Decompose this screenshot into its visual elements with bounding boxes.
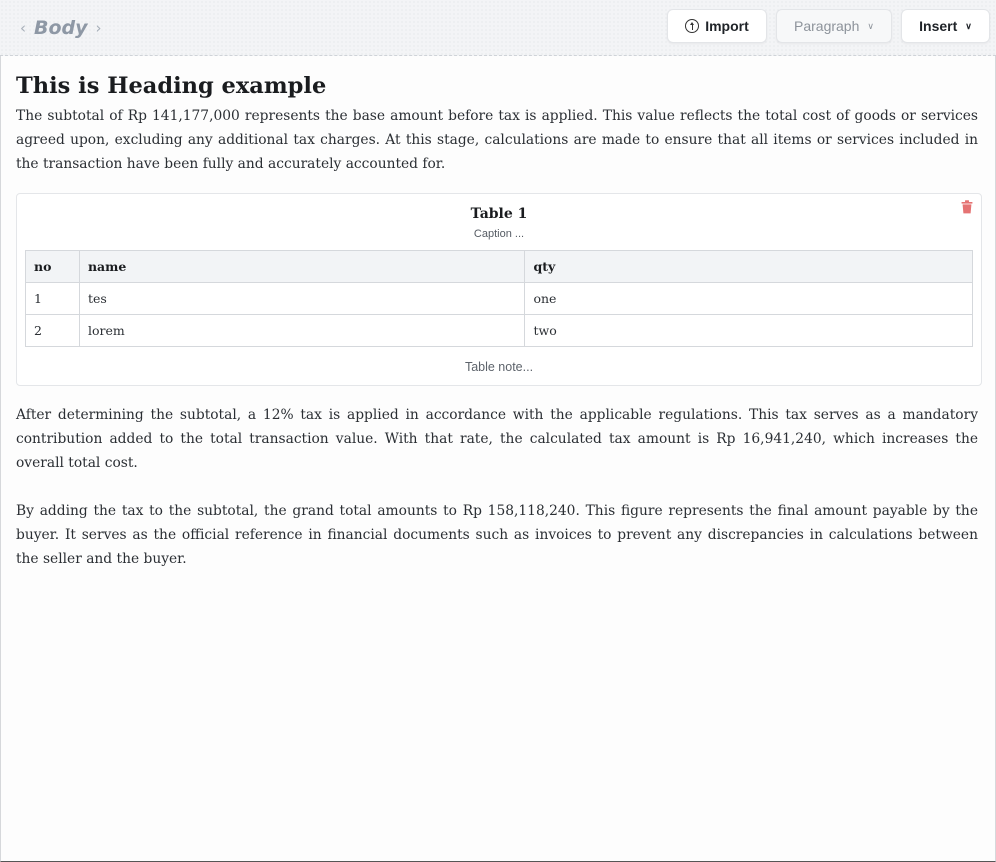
insert-label: Insert <box>919 18 958 34</box>
table-row <box>26 283 973 315</box>
table-header-cell[interactable]: qty <box>525 251 973 283</box>
chevron-down-icon: ∨ <box>867 20 874 31</box>
upload-icon <box>685 19 699 33</box>
paragraph-label: Paragraph <box>794 18 860 34</box>
chevron-right-icon[interactable]: › <box>95 19 102 37</box>
heading[interactable]: This is Heading example <box>16 73 327 99</box>
table-title[interactable]: Table 1 <box>470 206 528 222</box>
table-header-cell[interactable]: no <box>26 251 80 283</box>
paragraph-style-dropdown[interactable] <box>776 9 892 43</box>
table-block[interactable] <box>16 193 982 386</box>
insert-dropdown[interactable] <box>901 9 990 43</box>
table-cell[interactable]: 1 <box>26 283 80 315</box>
document-body[interactable] <box>16 70 978 176</box>
table-cell[interactable]: 2 <box>26 315 80 347</box>
editor-toolbar <box>0 0 996 56</box>
table-header-cell[interactable]: name <box>79 251 525 283</box>
chevron-down-icon: ∨ <box>965 20 972 31</box>
table-cell[interactable]: two <box>525 315 973 347</box>
breadcrumb-title: Body <box>34 17 88 39</box>
paragraph-subtotal[interactable]: The subtotal of Rp 141,177,000 represents the base amount before tax is applied. This value reflects the total cost of goods or services agreed upon, excluding any additional tax charges. At this stage, calculations are made to ensure that all items or services included in the transaction have been fully and accurately accounted for. <box>16 108 978 172</box>
data-table <box>25 250 973 347</box>
table-caption[interactable]: Caption ... <box>473 228 525 240</box>
breadcrumb <box>20 14 102 42</box>
table-cell[interactable]: one <box>525 283 973 315</box>
table-row <box>26 315 973 347</box>
table-cell[interactable]: lorem <box>79 315 525 347</box>
table-header-row <box>26 251 973 283</box>
table-note[interactable]: Table note... <box>464 360 534 374</box>
document-body-continued[interactable] <box>16 403 978 571</box>
import-label: Import <box>705 18 749 34</box>
paragraph-grand-total[interactable]: By adding the tax to the subtotal, the grand total amounts to Rp 158,118,240. This figure represents the final amount payable by the buyer. It serves as the official reference in financial documents such as invoices to prevent any discrepancies in calculations between the seller and the buyer. <box>16 503 978 567</box>
table-cell[interactable]: tes <box>79 283 525 315</box>
import-button[interactable] <box>667 9 767 43</box>
chevron-left-icon[interactable]: ‹ <box>20 19 26 37</box>
paragraph-tax[interactable]: After determining the subtotal, a 12% tax is applied in accordance with the applicable regulations. This tax serves as a mandatory contribution added to the total transaction value. With that rate, the calculated tax amount is Rp 16,941,240, which increases the overall total cost. <box>16 407 978 471</box>
